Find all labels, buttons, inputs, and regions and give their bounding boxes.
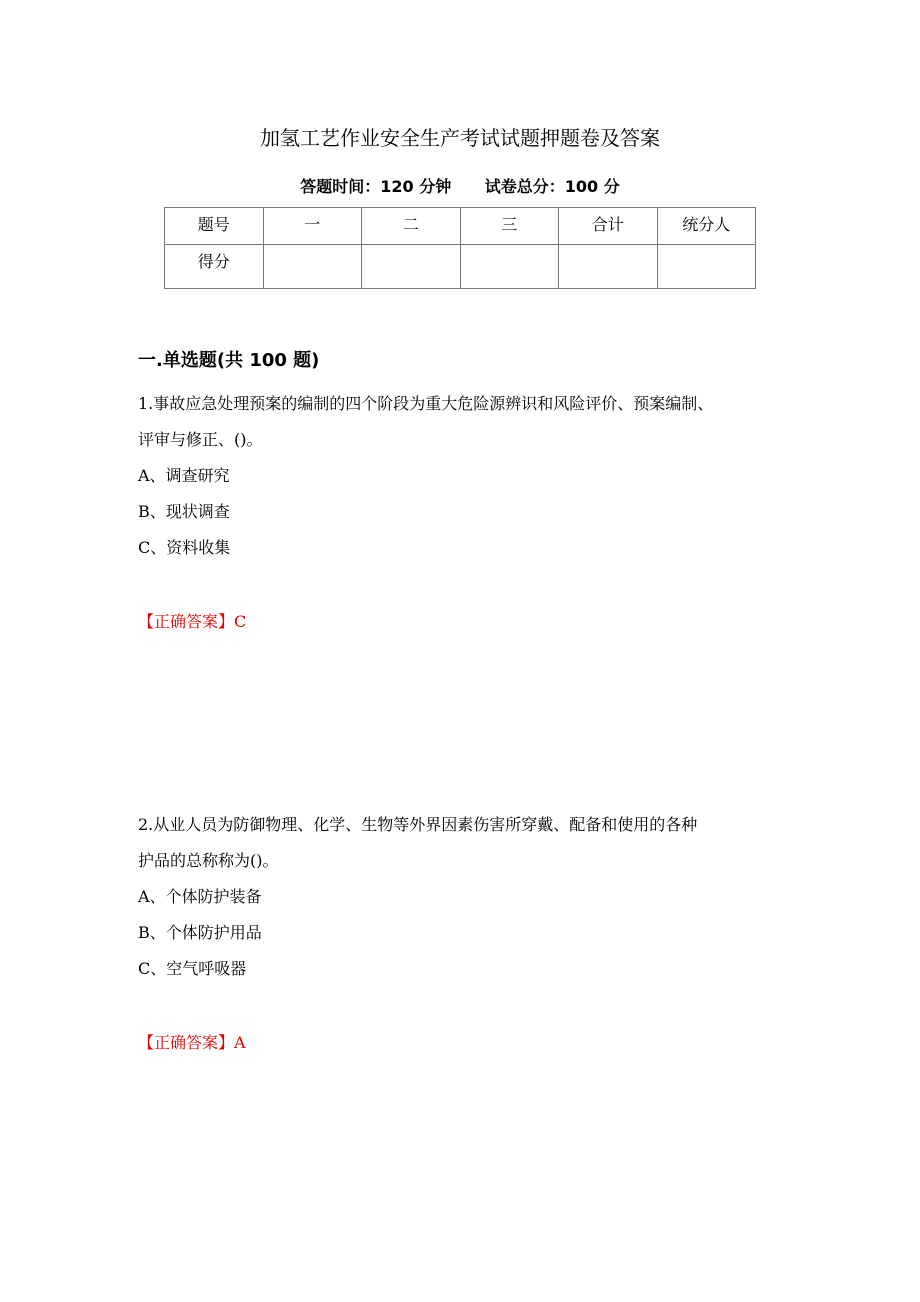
option-b: B、现状调查	[138, 502, 230, 521]
answer-2	[138, 1030, 246, 1053]
score-cell	[460, 245, 559, 289]
score-cell	[657, 245, 756, 289]
question-stem: 1.事故应急处理预案的编制的四个阶段为重大危险源辨识和风险评价、预案编制、	[138, 394, 714, 413]
score-table-header-row	[165, 208, 756, 245]
question-stem: 2.从业人员为防御物理、化学、生物等外界因素伤害所穿戴、配备和使用的各种	[138, 815, 698, 834]
option-a: A、个体防护装备	[138, 887, 262, 906]
answer-value: A	[234, 1033, 246, 1052]
score-row-label: 得分	[165, 245, 264, 289]
score-cell	[362, 245, 461, 289]
score-cell	[559, 245, 658, 289]
option-c: C、资料收集	[138, 538, 231, 557]
score-row	[165, 245, 756, 289]
score-table	[164, 207, 756, 289]
header-cell: 一	[263, 208, 362, 245]
answer-label: 【正确答案】	[138, 1033, 235, 1052]
section-heading: 一.单选题(共 100 题)	[138, 350, 320, 371]
option-b: B、个体防护用品	[138, 923, 262, 942]
answer-value: C	[234, 612, 247, 631]
header-cell: 三	[460, 208, 559, 245]
header-cell: 合计	[559, 208, 658, 245]
exam-time: 答题时间：120 分钟	[300, 177, 452, 196]
question-stem: 护品的总称称为()。	[138, 851, 279, 870]
score-cell	[263, 245, 362, 289]
question-stem: 评审与修正、()。	[138, 430, 263, 449]
header-cell: 二	[362, 208, 461, 245]
total-score: 试卷总分：100 分	[484, 177, 620, 196]
question-2	[138, 807, 798, 987]
document-title: 加氢工艺作业安全生产考试试题押题卷及答案	[260, 126, 660, 150]
question-1	[138, 386, 798, 566]
header-cell: 统分人	[657, 208, 756, 245]
answer-label: 【正确答案】	[138, 612, 235, 631]
option-c: C、空气呼吸器	[138, 959, 247, 978]
exam-info	[0, 174, 920, 197]
option-a: A、调查研究	[138, 466, 230, 485]
header-cell: 题号	[165, 208, 264, 245]
answer-1	[138, 609, 246, 632]
